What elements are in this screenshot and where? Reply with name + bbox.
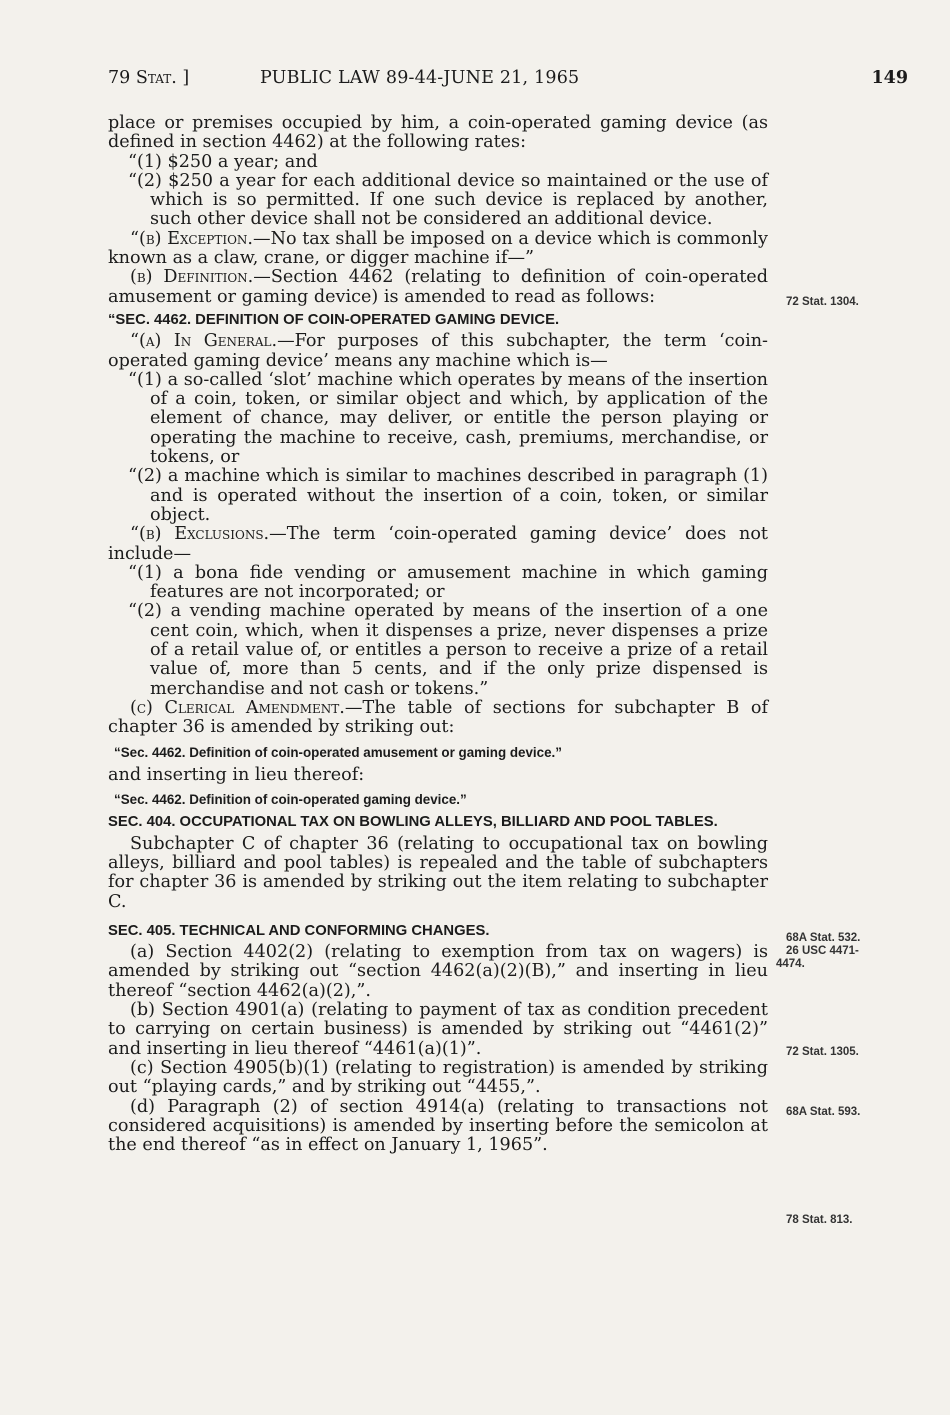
running-header — [108, 68, 908, 92]
paragraph — [108, 332, 768, 371]
paragraph: (a) Section 4402(2) (relating to exemption from tax on wagers) is amended by striking out “section 4462(a)(2)(B),” and inserting in lieu thereof “section 4462(a)(2),”. — [108, 942, 768, 1001]
paragraph: Subchapter C of chapter 36 (relating to occupational tax on bowling alleys, billiard and pool tables) is repealed and the table of subchapters for chapter 36 is amended by striking out the item relating to subchapter C. — [108, 833, 768, 912]
margin-note: 72 Stat. 1305. — [786, 1046, 859, 1058]
paragraph: “(2) $250 a year for each additional device so maintained or the use of which is so permitted. If one such device is replaced by another, such other device shall not be considered an additional device. — [128, 170, 768, 230]
table-entry-old: “Sec. 4462. Definition of coin-operated amusement or gaming device.” — [114, 744, 562, 760]
subsection-label: “(b) Exception. — [130, 228, 254, 249]
header-citation — [108, 68, 189, 88]
paragraph — [108, 268, 768, 307]
margin-note: 68A Stat. 593. — [786, 1106, 861, 1118]
margin-note: 78 Stat. 813. — [786, 1214, 853, 1226]
spacer — [108, 912, 768, 918]
body-text — [108, 114, 768, 1155]
section-heading-4462: “SEC. 4462. DEFINITION OF COIN-OPERATED GAMING DEVICE. — [108, 311, 560, 328]
paragraph: “(2) a machine which is similar to machines described in paragraph (1) and is operated without the insertion of a coin, token, or similar object. — [128, 466, 768, 525]
paragraph: “(1) a bona fide vending or amusement machine in which gaming features are not incorporated; or — [128, 562, 768, 603]
subsection-label: (c) Clerical Amendment. — [130, 697, 345, 718]
paragraph: (d) Paragraph (2) of section 4914(a) (relating to transactions not considered acquisitions) is amended by inserting before the semicolon at the end thereof “as in effect on January 1, 1965”. — [108, 1096, 768, 1156]
section-heading-405: SEC. 405. TECHNICAL AND CONFORMING CHANGES. — [108, 922, 490, 939]
margin-note-line: 26 USC 4471- — [786, 945, 859, 957]
paragraph: “(2) a vending machine operated by means of the insertion of a one cent coin, which, when it dispenses a prize, never dispenses a prize of a retail value of, or entitles a person to receive a prize of a retail value of, more than 5 cents, and if the only prize dispensed is merchandise and not cash or tokens.” — [128, 601, 768, 699]
paragraph: (b) Section 4901(a) (relating to payment of tax as condition precedent to carrying on certain business) is amended by striking out “4461(2)” and inserting in lieu thereof “4461(a)(1)”. — [108, 1000, 768, 1059]
subsection-label: (b) Definition. — [130, 267, 254, 288]
paragraph: (c) Section 4905(b)(1) (relating to registration) is amended by striking out “playing cards,” and by striking out “4455,”. — [108, 1057, 768, 1098]
paragraph: “(1) a so-called ‘slot’ machine which operates by means of the insertion of a coin, token, or similar object and which, by application of the element of chance, may deliver, or entitle the person playing or operating the machine to receive, cash, premiums, merchandise, or tokens, or — [128, 369, 768, 468]
paragraph — [108, 525, 768, 564]
paragraph-text: —For purposes of this subchapter, the term ‘coin-operated gaming device’ means any machine which is— — [108, 331, 768, 371]
table-entry-new: “Sec. 4462. Definition of coin-operated gaming device.” — [114, 792, 467, 808]
header-stat-word: Stat. — [135, 68, 177, 88]
paragraph — [108, 230, 768, 269]
paragraph: place or premises occupied by him, a coin-operated gaming device (as defined in section 4462) at the following rates: — [108, 113, 768, 153]
header-volume: 79 — [108, 68, 131, 88]
subsection-label: “(a) In General. — [130, 331, 278, 352]
margin-note-line: 68A Stat. 532. — [786, 932, 861, 944]
margin-note: 72 Stat. 1304. — [786, 296, 859, 308]
paragraph-text: —No tax shall be imposed on a device which is commonly known as a claw, crane, or digger machine if—” — [108, 228, 768, 269]
margin-note — [776, 932, 861, 971]
paragraph-text: —Section 4462 (relating to definition of coin-operated amusement or gaming device) is amended to read as follows: — [108, 267, 768, 307]
paragraph — [108, 699, 768, 738]
header-bracket: ] — [182, 68, 190, 88]
page-number: 149 — [871, 68, 908, 88]
paragraph: and inserting in lieu thereof: — [108, 764, 365, 785]
header-title: PUBLIC LAW 89-44-JUNE 21, 1965 — [260, 68, 580, 88]
subsection-label: “(b) Exclusions. — [130, 524, 270, 545]
paragraph-text: —The table of sections for subchapter B of chapter 36 is amended by striking out: — [108, 697, 768, 738]
section-heading-404: SEC. 404. OCCUPATIONAL TAX ON BOWLING ALLEYS, BILLIARD AND POOL TABLES. — [108, 814, 718, 831]
paragraph: “(1) $250 a year; and — [128, 151, 318, 172]
margin-note-line: 4474. — [776, 958, 805, 970]
paragraph-text: —The term ‘coin-operated gaming device’ does not include— — [108, 524, 768, 564]
